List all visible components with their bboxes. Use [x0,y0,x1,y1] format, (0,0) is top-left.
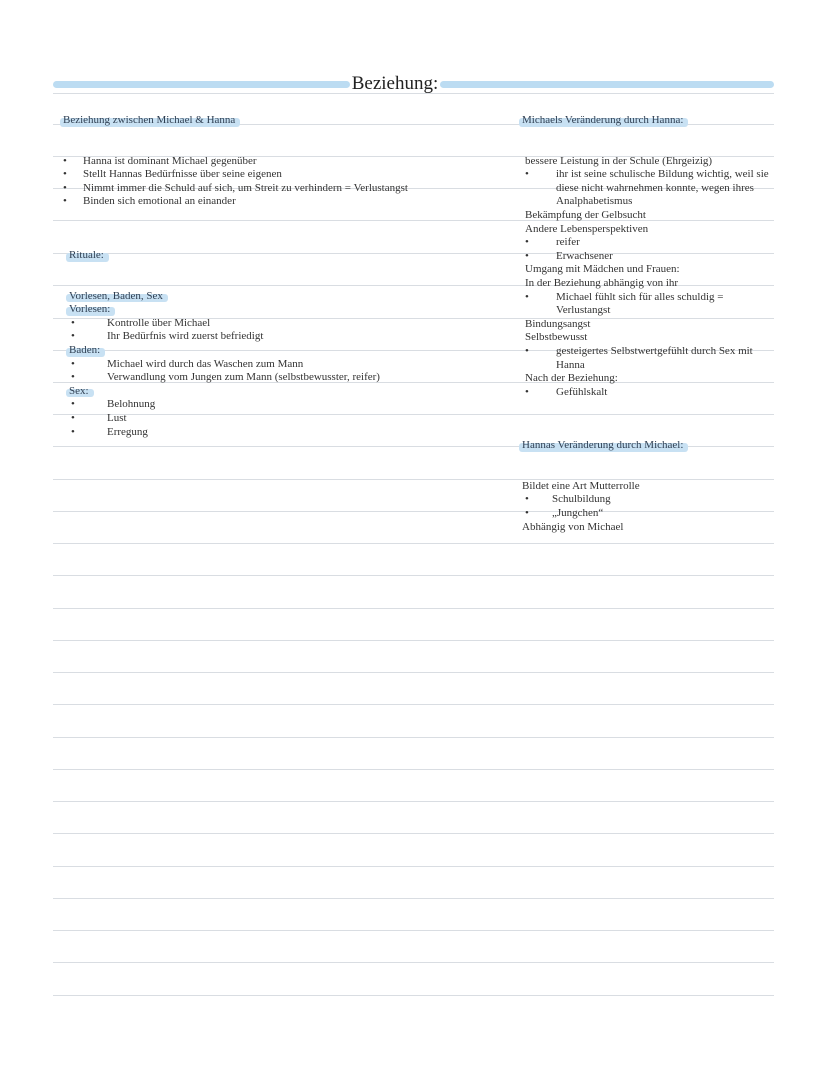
ruled-line [53,575,774,576]
ruled-line [53,672,774,673]
list-item: • Stellt Hannas Bedürfnisse über seine eigenen [63,168,503,182]
list-item: • Erregung [69,426,503,440]
text-line: Nach der Beziehung: [525,372,618,385]
ruled-line [53,704,774,705]
list-item: • Lust [69,412,503,426]
ruled-line [53,962,774,963]
heading-michael-change: Michaels Veränderung durch Hanna: [522,114,684,126]
text-line: Bildet eine Art Mutterrolle [522,479,640,492]
list-item: • Ihr Bedürfnis wird zuerst befriedigt [69,330,503,344]
text-line: In der Beziehung abhängig von ihr [525,276,679,289]
left-column [63,114,503,439]
text-line: Bekämpfung der Gelbsucht [525,208,646,221]
heading-rituals: Rituale: [69,248,104,261]
ruled-line [53,801,774,802]
heading-hanna-change: Hannas Veränderung durch Michael: [522,439,684,452]
list-item: • Belohnung [69,398,503,412]
ruled-line [53,737,774,738]
heading-relationship: Beziehung zwischen Michael & Hanna [63,114,236,126]
subheading-rituals-list: Vorlesen, Baden, Sex [69,289,163,302]
list-item: • Binden sich emotional an einander [63,195,503,209]
list-item: • reifer [522,236,772,250]
title-highlight-right [440,81,774,88]
ruled-line [53,930,774,931]
text-line: Selbstbewusst [525,331,588,344]
label-baden: Baden: [69,343,101,356]
ruled-line [53,995,774,996]
list-item: • Verwandlung vom Jungen zum Mann (selbstbewusster, reifer) [69,371,503,385]
ruled-line [53,898,774,899]
ruled-line [53,543,774,544]
list-item: • Nimmt immer die Schuld auf sich, um Streit zu verhindern = Verlustangst [63,182,503,196]
list-item: • Michael wird durch das Waschen zum Mann [69,358,503,372]
text-line: bessere Leistung in der Schule (Ehrgeizig) [525,154,713,167]
list-item: • Erwachsener [522,250,772,264]
title-highlight-left [53,81,350,88]
list-item: • Gefühlskalt [522,386,772,400]
page-title: Beziehung: [351,73,439,94]
list-item: • Schulbildung [522,493,772,507]
text-line: Bindungsangst [525,317,591,330]
ruled-line [53,640,774,641]
text-line: Andere Lebensperspektiven [525,222,649,235]
text-line: Abhängig von Michael [522,520,624,533]
list-item: • ihr ist seine schulische Bildung wichtig, weil sie diese nicht wahrnehmen konnte, wegen ihres Analphabetismus [522,168,772,209]
list-item: • gesteigertes Selbstwertgefühlt durch Sex mit Hanna [522,345,772,372]
text-line: Umgang mit Mädchen und Frauen: [525,263,680,276]
ruled-line [53,866,774,867]
label-vorlesen: Vorlesen: [69,303,111,316]
right-column [522,114,772,534]
list-item: • Michael fühlt sich für alles schuldig = Verlustangst [522,291,772,318]
ruled-line [53,833,774,834]
ruled-line [53,608,774,609]
label-sex: Sex: [69,384,89,397]
list-item: • Hanna ist dominant Michael gegenüber [63,155,503,169]
ruled-line [53,769,774,770]
list-item: • „Jungchen“ [522,507,772,521]
list-item: • Kontrolle über Michael [69,317,503,331]
